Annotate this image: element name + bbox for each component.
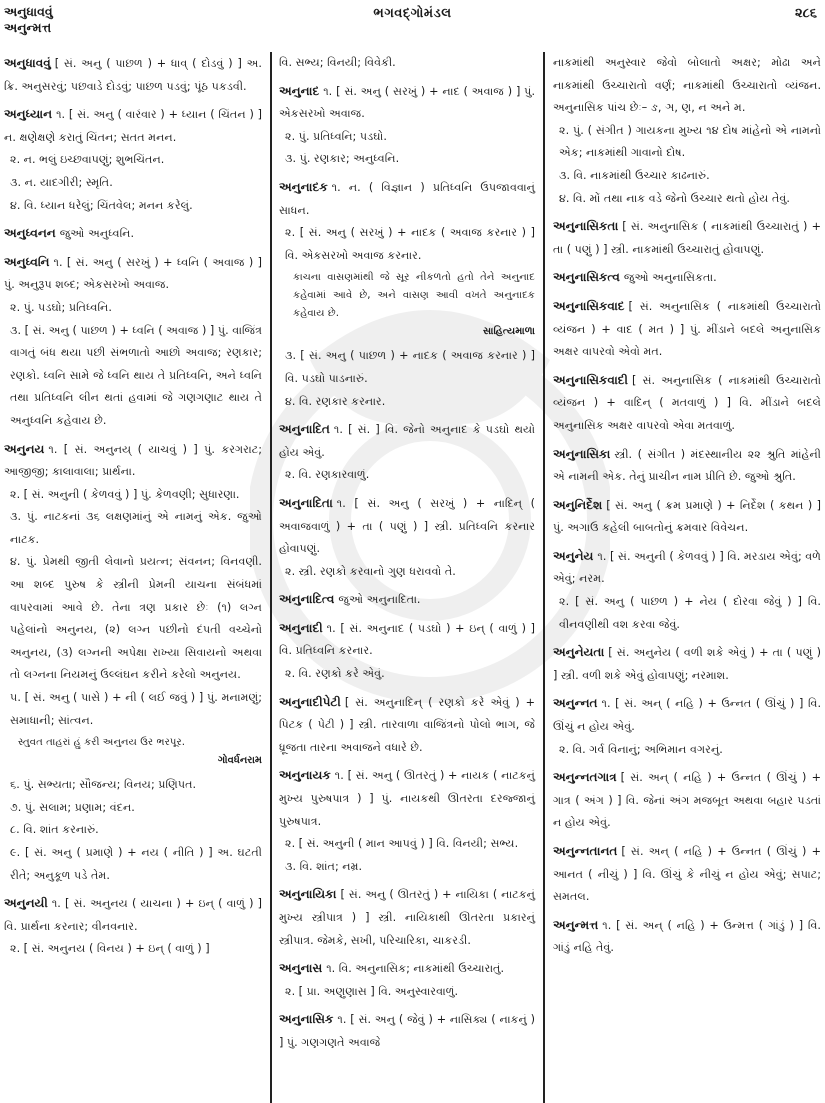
entry-definition: જુઓ અનુધ્વનિ.	[59, 227, 135, 241]
entry-headword: અનુનાયક	[279, 768, 331, 783]
entry-sense: ૩. ન. યાદગીરી; સ્મૃતિ.	[10, 175, 113, 189]
entry-sense: ૨. [ સં. અનુની ( માન આપવું ) ] વિ. વિનયી; સભ્ય.	[285, 837, 519, 851]
citation-source: સાહિત્યમાળા	[482, 326, 535, 338]
page-header	[0, 0, 825, 48]
entry-sense: ૨. [ સં. અનુનય ( વિનય ) + ઇન્ ( વાળું ) ]	[10, 942, 210, 956]
dictionary-entry	[279, 691, 535, 760]
dictionary-entry	[279, 957, 535, 1003]
entry-headword: અનુનાસિકા	[553, 446, 611, 461]
column-3	[545, 52, 825, 1103]
dictionary-entry	[553, 692, 821, 761]
dictionary-entry	[553, 494, 821, 540]
entry-headword: અનુનાસિકત્વ	[553, 270, 620, 285]
entry-headword: અનુનેય	[553, 548, 594, 563]
entry-sense: ૨. [ સં. અનુ ( પાછળ ) + નેય ( દોરવા જેવું ) ] વિ. વીનવણીથી વશ કરવા જેવું.	[559, 595, 821, 631]
entry-headword: અનુનાદક	[279, 179, 328, 194]
running-title: ભગવદ્ગોમંડલ	[373, 6, 452, 21]
entry-headword: અનુનય	[4, 441, 45, 456]
dictionary-entry	[279, 617, 535, 686]
entry-headword: અનુનાસિકવાદ	[553, 298, 625, 313]
entry-sense: ૩. [ સં. અનુ ( પાછળ ) + ધ્વનિ ( અવાજ ) ] પું. વાજિંત્ર વાગતું બંધ થયા પછી સંભળાતો આછો અવાજ; રણકાર; રણકો. ધ્વનિ સામે જે ધ્વનિ થાય તે પ્રતિધ્વનિ, અને ધ્વનિ તથા પ્રતિધ્વનિ લીન થતાં હવામાં જે ગણગણાટ થાય તે અનુધ્વનિ કહેવાય છે.	[10, 323, 262, 427]
citation-quote	[293, 269, 535, 341]
dictionary-entry	[553, 215, 821, 261]
dictionary-entry	[4, 103, 262, 217]
entry-sense: ૨. [ સં. અનુની ( કેળવવું ) ] પું. કેળવણી; સુધારણા.	[10, 487, 240, 501]
entry-headword: અનુન્નતાનત	[553, 844, 618, 858]
entry-definition: જુઓ અનુનાસિકતા.	[623, 271, 717, 285]
dictionary-entry	[553, 52, 821, 210]
entry-definition: વિ. સભ્ય; વિનયી; વિવેકી.	[279, 56, 396, 69]
entry-definition: ૧. [ સં. અનુનય્ ( યાચવું ) ] પું. કરગરાટ; આજીજી; કાલાવાલા; પ્રાર્થના.	[4, 442, 262, 479]
entry-definition: જુઓ અનુનાદિતા.	[338, 593, 421, 607]
entry-definition: [ સં. અન્ ( નહિ ) + ઉન્નત ( ઊંચું ) + ગાત્ર ( અંગ ) ] વિ. જેનાં અંગ મજબૂત અથવા બહાર પડતાં ન હોય એવું.	[553, 771, 821, 830]
entry-definition: ૧. [ સં. અન્ ( નહિ ) + ઉન્મત્ત ( ગાંડું ) ] વિ. ગાંડું નહિ તેવું.	[553, 918, 821, 955]
entry-definition: ૧. વિ. અનુનાસિક; નાકમાંથી ઉચ્ચારાતું.	[326, 962, 505, 976]
citation-quote	[18, 734, 262, 770]
entry-sense: ૫. [ સં. અનુ ( પાસે ) + ની ( લઈ જવું ) ] પું. મનામણું; સમાધાની; સાંત્વન.	[10, 691, 262, 727]
entry-headword: અનુનાદી	[279, 620, 323, 635]
dictionary-entry	[553, 369, 821, 438]
entry-definition: ૧. [ સં. અનુનય ( યાચના ) + ઇન્ ( વાળું ) ] વિ. પ્રાર્થના કરનાર; વીનવનાર.	[4, 897, 262, 933]
dictionary-entry	[553, 766, 821, 835]
column-2	[272, 52, 545, 1103]
entry-headword: અનુનાદિત્વ	[279, 592, 335, 607]
entry-headword: અનુધ્વનન	[4, 226, 56, 241]
entry-definition: ૧. [ સં. અન્ ( નહિ ) + ઉન્નત ( ઊંચું ) ] વિ. ઊંચું ન હોય એવું.	[553, 697, 821, 734]
dictionary-entry	[4, 52, 262, 98]
entry-sense: ૨. સ્ત્રી. રણકો કરવાનો ગુણ ધરાવવો તે.	[285, 564, 456, 578]
dictionary-columns	[0, 52, 825, 1103]
entry-definition: [ સં. અનુનેય ( વળી શકે એવું ) + તા ( પણું ) ] સ્ત્રી. વળી શકે એવું હોવાપણું; નરમાશ.	[553, 646, 821, 682]
entry-sense: ૭. પું. સલામ; પ્રણામ; વંદન.	[10, 800, 135, 814]
entry-sense: ૬. પું. સભ્યતા; સૌજન્ય; વિનય; પ્રણિપત.	[10, 778, 197, 792]
dictionary-entry	[279, 1008, 535, 1054]
entry-definition: [ સં. અનુ ( પાછળ ) + ધાવ્ ( દોડવું ) ] અ. ક્રિ. અનુસરવું; પછવાડે દોડવું; પાછળ પડવું; પૂંઠ પકડવી.	[4, 57, 262, 93]
dictionary-entry	[4, 438, 262, 888]
entry-definition: [ સં. અન્ ( નહિ ) + ઉન્નત ( ઊંચું ) + આનત ( નીચું ) ] વિ. ઊંચું કે નીચું ન હોય એવું; સપાટ; સમતલ.	[553, 845, 821, 904]
entry-headword: અનુનાદિત	[279, 422, 330, 437]
entry-sense: ૨. પું. પ્રતિધ્વનિ; પડઘો.	[285, 129, 387, 143]
entry-definition: ૧. [ સં. અનુની ( કેળવવું ) ] વિ. મરડાય એવું; વળે એવું; નરમ.	[553, 549, 821, 586]
entry-sense: ૯. [ સં. અનુ ( પ્રમાણે ) + નય ( નીતિ ) ] અ. ઘટતી રીતે; અનુકૂળ પડે તેમ.	[10, 846, 262, 882]
dictionary-entry	[4, 222, 262, 246]
entry-sense: ૩. વિ. શાંત; નમ્ર.	[285, 859, 363, 873]
dictionary-entry	[553, 641, 821, 687]
entry-sense: ૨. પું. પડઘો; પ્રતિધ્વનિ.	[10, 300, 112, 314]
entry-headword: અનુધાવવું	[4, 56, 51, 70]
dictionary-entry	[279, 588, 535, 612]
entry-definition: ૧. [ સં. અનુનાદ ( પડઘો ) + ઇન્ ( વાળું ) ] વિ. પ્રતિધ્વનિ કરનાર.	[279, 621, 535, 658]
dictionary-entry	[553, 840, 821, 909]
entry-headword: અનુનાયિકા	[279, 887, 337, 902]
entry-headword: અનુધ્યાન	[4, 107, 53, 122]
entry-definition: સ્ત્રી. ( સંગીત ) મંદસ્થાનીય ૨૨ શ્રુતિ માંહેની એ નામની એક. તેનું પ્રાચીન નામ પ્રીતિ છે. જુઓ શ્રુતિ.	[553, 447, 821, 484]
entry-definition: [ સં. અનુનાદિન્ ( રણકો કરે એવું ) + પિટક ( પેટી ) ] સ્ત્રી. તારવાળા વાજિંત્રનો પોલો ભાગ, જે ધ્રૂજતા તારના અવાજને વધારે છે.	[279, 695, 535, 754]
entry-definition: નાકમાંથી અનુસ્વાર જેવો બોલાતો અક્ષર; મોઢા અને નાકમાંથી ઉચ્ચારાતો વર્ણ; નાકમાંથી ઉચ્ચારાતો વ્યંજન. અનુનાસિક પાંચ છેઃ– ઙ, ઞ, ણ, ન અને મ.	[553, 56, 821, 115]
entry-headword: અનુનાદ	[279, 83, 320, 98]
entry-sense: ૩. વિ. નાકમાંથી ઉચ્ચાર કાઢનારું.	[559, 168, 710, 182]
dictionary-entry	[279, 764, 535, 878]
guide-word-last: અનુન્મત્ત	[4, 20, 52, 35]
entry-definition: ૧. [ સં. અનુ ( સરખું ) + નાદ ( અવાજ ) ] પું. એકસરખો અવાજ.	[279, 84, 535, 121]
entry-definition: ૧. [ સં. અનુ ( સરખું ) + નાદિન્ ( અવાજવાળું ) + તા ( પણું ) ] સ્ત્રી. પ્રતિધ્વનિ કરનાર હોવાપણું.	[279, 496, 535, 556]
entry-headword: અનુનાદીપેટી	[279, 694, 341, 709]
entry-sense: ૩. [ સં. અનુ ( પાછળ ) + નાદક ( અવાજ કરનાર ) ] વિ. પડઘો પાડનારું.	[285, 349, 535, 385]
entry-sense: ૩. પું. નાટકનાં ૩૬ લક્ષણમાંનું એ નામનું એક. જુઓ નાટક.	[10, 510, 262, 546]
dictionary-entry	[279, 492, 535, 583]
entry-headword: અનુન્નતગાત્ર	[553, 770, 617, 785]
entry-sense: ૪. વિ. રણકાર કરનાર.	[285, 394, 386, 408]
citation-text: કાચના વાસણમાંથી જે સૂર નીકળતો હતો તેને અનુનાદ કહેવામાં આવે છે, અને વાસણ આવી વખતે અનુનાદક કહેવાય છે.	[293, 272, 535, 320]
entry-headword: અનુન્નત	[553, 696, 598, 711]
dictionary-entry	[553, 266, 821, 290]
dictionary-entry	[279, 176, 535, 413]
entry-definition: [ સં. અનુ ( ક્રમ પ્રમાણે ) + નિર્દેશ ( કથન ) ] પું. અગાઉ કહેલી બાબતોનું ક્રમવાર વિવેચન.	[553, 498, 821, 535]
entry-sense: ૨. વિ. રણકો કરે એવું.	[285, 667, 385, 681]
entry-sense: ૨. વિ. રણકારવાળું.	[285, 468, 370, 482]
entry-definition: ૧. [ સં. અનુ ( સરખું ) + ધ્વનિ ( અવાજ ) ] પું. અનુરૂપ શબ્દ; એકસરખો અવાજ.	[4, 255, 262, 292]
entry-headword: અનુનાસિક	[279, 1012, 334, 1027]
entry-sense: ૨. પું. ( સંગીત ) ગાયકના મુખ્ય ૧૪ દોષ માંહેનો એ નામનો એક; નાકમાંથી ગાવાનો દોષ.	[559, 123, 821, 160]
dictionary-entry	[553, 914, 821, 960]
citation-source: ગોવર્ધનરામ	[217, 755, 262, 767]
entry-headword: અનુનિર્દેશ	[553, 497, 603, 512]
page-number: ૨૮૬	[794, 6, 817, 21]
entry-definition: ૧. [ સં. અનુ ( જેવું ) + નાસિક્ય ( નાકનું ) ] પું. ગણગણતે અવાજે	[279, 1013, 535, 1049]
entry-definition: [ સં. અનુનાસિક ( નાકમાંથી ઉચ્ચારાતું ) + તા ( પણું ) ] સ્ત્રી. નાકમાંથી ઉચ્ચારાતું હોવાપણું.	[553, 220, 821, 256]
dictionary-entry	[279, 80, 535, 171]
entry-sense: ૨. [ પ્રા. અણુણાસ ] વિ. અનુસ્વારવાળું.	[285, 984, 459, 998]
dictionary-entry	[4, 892, 262, 961]
entry-definition: ૧. [ સં. અનુ ( વારંવાર ) + ધ્યાન ( ચિંતન ) ] ન. ક્ષણેક્ષણે કરાતું ચિંતન; સતત મનન.	[4, 108, 262, 144]
entry-headword: અનુનેયતા	[553, 645, 605, 660]
entry-definition: [ સં. અનુનાસિક ( નાકમાંથી ઉચ્ચારાતો વ્યંજન ) + વાદ ( મત ) ] પું. મીંડાને બદલે અનુનાસિક અક્ષર વાપરવો એવો મત.	[553, 299, 821, 359]
entry-headword: અનુન્મત્ત	[553, 917, 599, 932]
entry-headword: અનુનાસિકવાદી	[553, 372, 628, 387]
entry-sense: ૪. વિ. ધ્યાન ધરેલું; ચિંતવેલ; મનન કરેલું.	[10, 198, 193, 212]
entry-definition: ૧. [ સં. અનુ ( ઊતરતું ) + નાયક ( નાટકનું મુખ્ય પુરુષપાત્ર ) ] પું. નાયકથી ઊતરતા દરજ્જાનું પુરુષપાત્ર.	[279, 769, 535, 828]
citation-text: સ્તુવત તાહરાં હું કરી અનુનય ઉર ભરપૂર.	[18, 737, 185, 749]
dictionary-entry	[553, 295, 821, 364]
entry-sense: ૩. પું. રણકાર; અનુધ્વનિ.	[285, 152, 400, 166]
dictionary-entry	[553, 545, 821, 636]
entry-sense: ૨. [ સં. અનુ ( સરખું ) + નાદક ( અવાજ કરનાર ) ] વિ. એકસરખો અવાજ કરનાર.	[285, 226, 535, 262]
entry-sense: ૪. પું. પ્રેમથી જીતી લેવાનો પ્રયત્ન; સંવનન; વિનવણી. આ શબ્દ પુરુષ કે સ્ત્રીની પ્રેમની યાચના સંબંધમાં વાપરવામાં આવે છે. તેના ત્રણ પ્રકાર છેઃ (૧) લગ્ન પહેલાંનો અનુનય, (૨) લગ્ન પછીનો દંપતી વચ્ચેનો અનુનય, (૩) લગ્નની અપેક્ષા રાખ્યા સિવાયનો અથવા તો લગ્નના નિયમનું ઉલ્લંઘન કરીને કરેલો અનુનય.	[10, 555, 262, 682]
dictionary-entry	[553, 443, 821, 489]
entry-headword: અનુધ્વનિ	[4, 254, 50, 269]
dictionary-entry	[279, 418, 535, 487]
column-1	[0, 52, 272, 1103]
guide-word-first: અનુધાવવું	[4, 4, 53, 19]
entry-headword: અનુનાદિતા	[279, 495, 333, 510]
dictionary-entry	[4, 251, 262, 433]
entry-headword: અનુનયી	[4, 896, 48, 911]
entry-headword: અનુનાસિકતા	[553, 219, 619, 234]
entry-headword: અનુનાસ	[279, 961, 323, 976]
entry-sense: ૪. વિ. મોં તથા નાક વડે જેનો ઉચ્ચાર થતો હોય તેવું.	[559, 191, 790, 205]
dictionary-entry	[279, 883, 535, 952]
entry-sense: ૮. વિ. શાંત કરનારું.	[10, 823, 99, 837]
entry-definition: ૧. ન. ( વિજ્ઞાન ) પ્રતિધ્વનિ ઉપજાવવાનું સાધન.	[279, 180, 535, 217]
dictionary-entry	[279, 52, 535, 75]
entry-definition: [ સં. અનુનાસિક ( નાકમાંથી ઉચ્ચારાતો વ્યંજન ) + વાદિન્ ( મતવાળું ) ] વિ. મીંડાને બદલે અનુનાસિક અક્ષર વાપરવો એવા મતવાળું.	[553, 373, 821, 432]
entry-sense: ૨. વિ. ગર્વ વિનાનું; અભિમાન વગરનું.	[559, 742, 723, 756]
entry-definition: [ સં. અનુ ( ઊતરતું ) + નાયિકા ( નાટકનું મુખ્ય સ્ત્રીપાત્ર ) ] સ્ત્રી. નાયિકાથી ઊતરતા પ્રકારનું સ્ત્રીપાત્ર. જેમકે, સખી, પરિચારિકા, ચાકરડી.	[279, 888, 535, 947]
entry-sense: ૨. ન. ભલું ઇચ્છવાપણું; શુભચિંતન.	[10, 153, 165, 167]
entry-definition: ૧. [ સં. ] વિ. જેનો અનુનાદ કે પડઘો થયો હોય એવું.	[279, 423, 535, 459]
